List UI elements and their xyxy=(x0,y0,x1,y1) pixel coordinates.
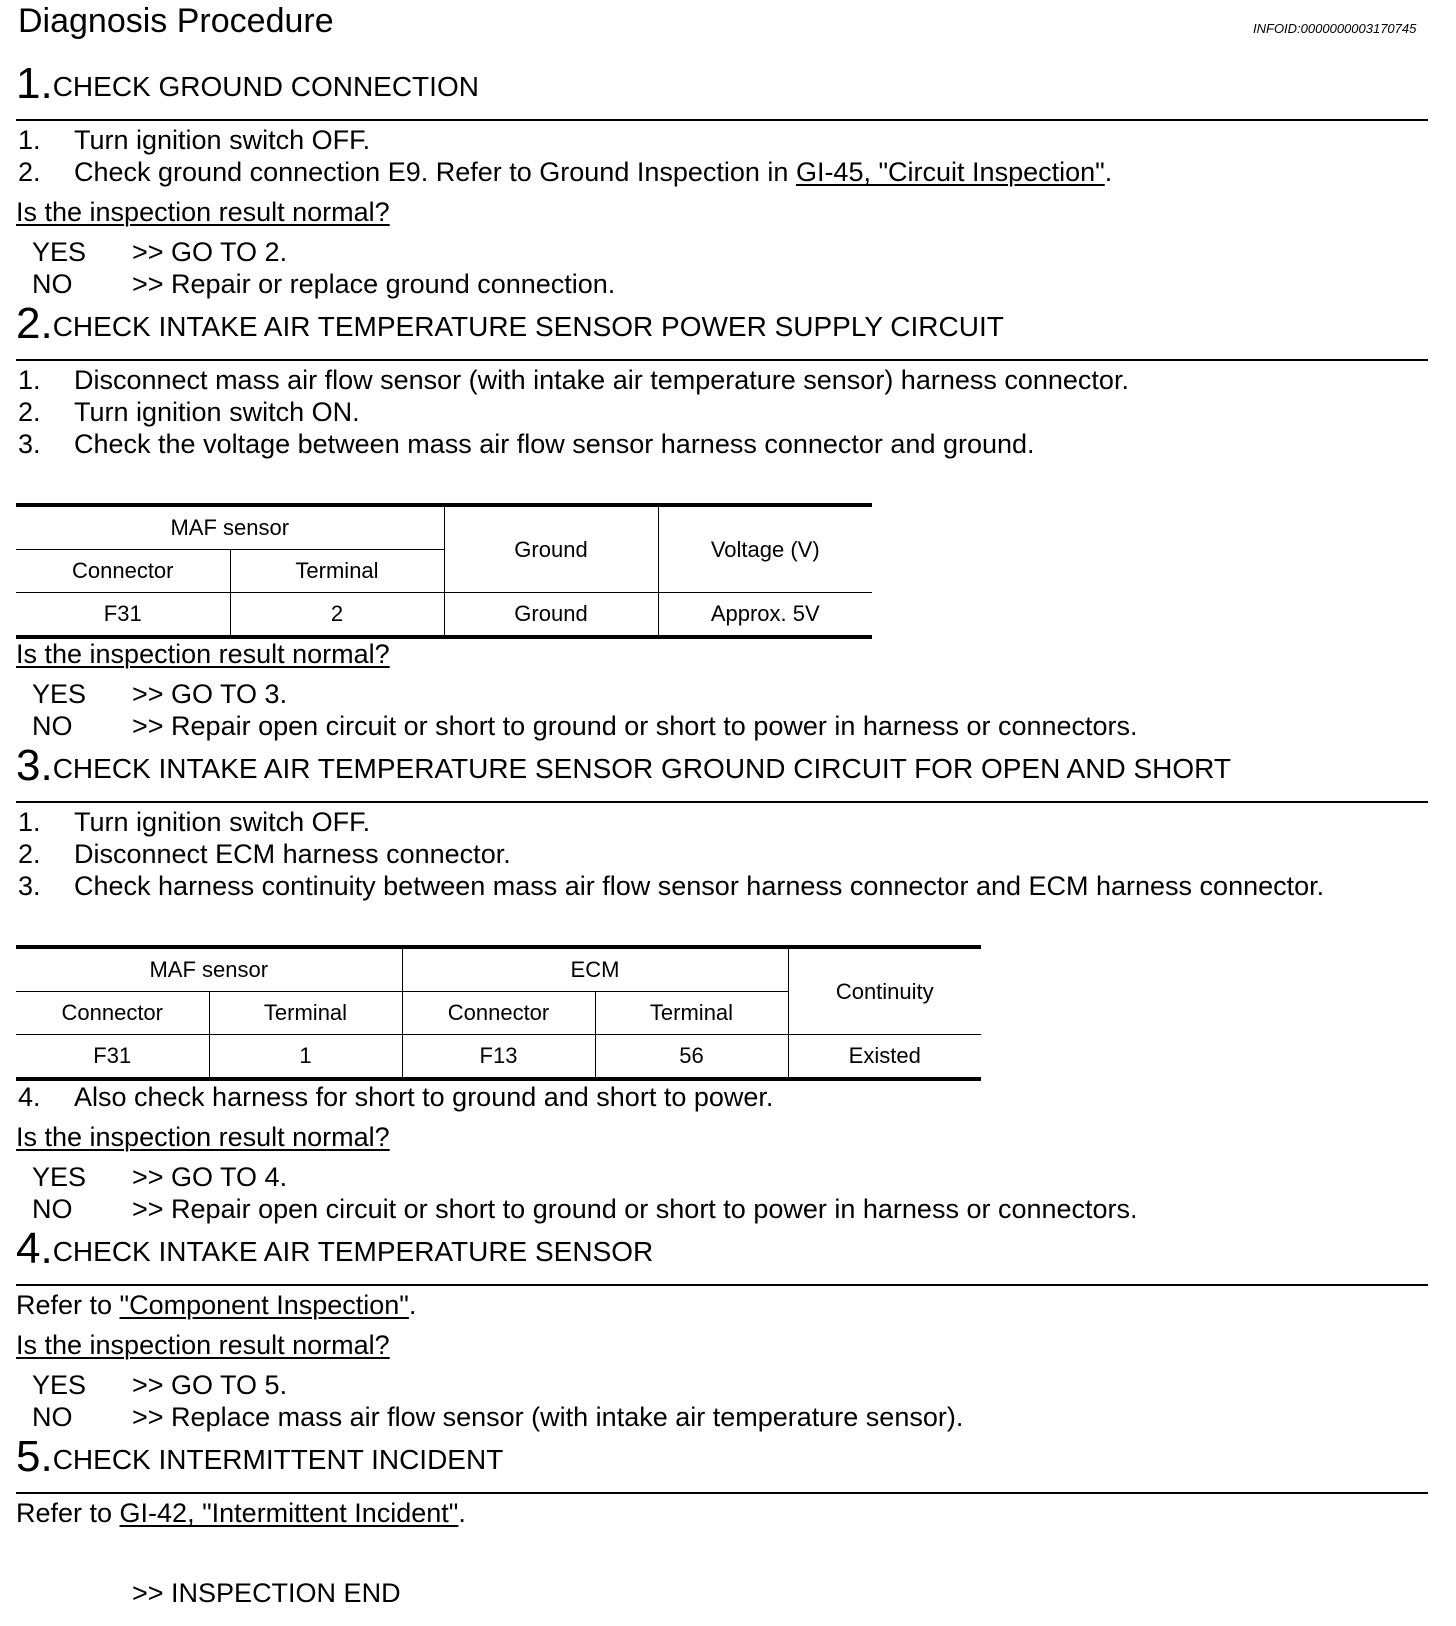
no-answer: NO >> Repair open circuit or short to ground or short to power in harness or connectors. xyxy=(32,711,1138,741)
table-header: Terminal xyxy=(230,550,444,593)
no-answer: NO >> Repair open circuit or short to ground or short to power in harness or connectors. xyxy=(32,1194,1138,1224)
step-title: CHECK GROUND CONNECTION xyxy=(52,71,479,102)
table-cell: Approx. 5V xyxy=(658,593,872,638)
step-title: CHECK INTAKE AIR TEMPERATURE SENSOR xyxy=(52,1236,654,1267)
table-header: Terminal xyxy=(595,992,788,1035)
list-item: 1. Turn ignition switch OFF. xyxy=(18,807,371,837)
yes-answer: YES >> GO TO 5. xyxy=(32,1370,288,1400)
list-item: 2. Turn ignition switch ON. xyxy=(18,397,360,427)
page-title: Diagnosis Procedure xyxy=(18,2,334,40)
inspection-question: Is the inspection result normal? xyxy=(16,639,390,669)
yes-answer: YES >> GO TO 4. xyxy=(32,1162,288,1192)
table-header: Voltage (V) xyxy=(658,505,872,593)
table-header: Connector xyxy=(16,992,209,1035)
table-row xyxy=(16,1035,981,1080)
inspection-end: >> INSPECTION END xyxy=(132,1578,401,1608)
step-2-heading xyxy=(16,299,1004,348)
step-title: CHECK INTAKE AIR TEMPERATURE SENSOR POWER SUPPLY CIRCUIT xyxy=(52,311,1004,342)
table-header: Continuity xyxy=(788,947,981,1035)
step-number: 4. xyxy=(16,1224,53,1273)
divider xyxy=(16,1284,1428,1286)
table-cell: Existed xyxy=(788,1035,981,1080)
table-header: Connector xyxy=(402,992,595,1035)
list-item: 3. Check the voltage between mass air flow sensor harness connector and ground. xyxy=(18,429,1035,459)
list-item: 3. Check harness continuity between mass air flow sensor harness connector and ECM harness connector. xyxy=(18,871,1325,901)
table-group-header: ECM xyxy=(402,947,788,992)
table-group-header: MAF sensor xyxy=(16,947,402,992)
divider xyxy=(16,1492,1428,1494)
yes-answer: YES >> GO TO 3. xyxy=(32,679,288,709)
table-header: Connector xyxy=(16,550,230,593)
divider xyxy=(16,359,1428,361)
step-5-heading xyxy=(16,1432,504,1481)
component-inspection-link[interactable]: "Component Inspection" xyxy=(119,1290,409,1320)
list-item: 1. Disconnect mass air flow sensor (with intake air temperature sensor) harness connector. xyxy=(18,365,1129,395)
info-id: INFOID:0000000003170745 xyxy=(1253,21,1417,36)
step-title: CHECK INTERMITTENT INCIDENT xyxy=(52,1444,504,1475)
list-item: 1. Turn ignition switch OFF. xyxy=(18,125,371,155)
inspection-question: Is the inspection result normal? xyxy=(16,197,390,227)
table-cell: 56 xyxy=(595,1035,788,1080)
refer-text: Refer to "Component Inspection". xyxy=(16,1290,417,1320)
inspection-question: Is the inspection result normal? xyxy=(16,1122,390,1152)
table-cell: F31 xyxy=(16,593,230,638)
step-number: 2. xyxy=(16,299,53,348)
table-header: Ground xyxy=(444,505,658,593)
step-3-heading xyxy=(16,741,1231,790)
refer-text: Refer to GI-42, "Intermittent Incident". xyxy=(16,1498,466,1528)
list-item: 2. Check ground connection E9. Refer to Ground Inspection in GI-45, "Circuit Inspection". xyxy=(18,157,1113,187)
step-title: CHECK INTAKE AIR TEMPERATURE SENSOR GROUND CIRCUIT FOR OPEN AND SHORT xyxy=(52,753,1231,784)
table-cell: 1 xyxy=(209,1035,402,1080)
inspection-question: Is the inspection result normal? xyxy=(16,1330,390,1360)
table-group-header: MAF sensor xyxy=(16,505,444,550)
step-number: 3. xyxy=(16,741,53,790)
step-number: 1. xyxy=(16,59,53,108)
intermittent-incident-link[interactable]: GI-42, "Intermittent Incident" xyxy=(119,1498,459,1528)
table-header: Terminal xyxy=(209,992,402,1035)
no-answer: NO >> Repair or replace ground connection. xyxy=(32,269,616,299)
list-item: 4. Also check harness for short to ground and short to power. xyxy=(18,1082,774,1112)
continuity-spec-table xyxy=(16,945,981,1081)
table-cell: F13 xyxy=(402,1035,595,1080)
table-row xyxy=(16,593,872,638)
table-cell: Ground xyxy=(444,593,658,638)
no-answer: NO >> Replace mass air flow sensor (with intake air temperature sensor). xyxy=(32,1402,964,1432)
divider xyxy=(16,119,1428,121)
step-1-heading xyxy=(16,59,479,108)
list-item: 2. Disconnect ECM harness connector. xyxy=(18,839,511,869)
divider xyxy=(16,801,1428,803)
yes-answer: YES >> GO TO 2. xyxy=(32,237,288,267)
step-number: 5. xyxy=(16,1432,53,1481)
circuit-inspection-link[interactable]: GI-45, "Circuit Inspection" xyxy=(795,157,1105,187)
voltage-spec-table xyxy=(16,503,872,639)
table-cell: F31 xyxy=(16,1035,209,1080)
table-cell: 2 xyxy=(230,593,444,638)
step-4-heading xyxy=(16,1224,654,1273)
